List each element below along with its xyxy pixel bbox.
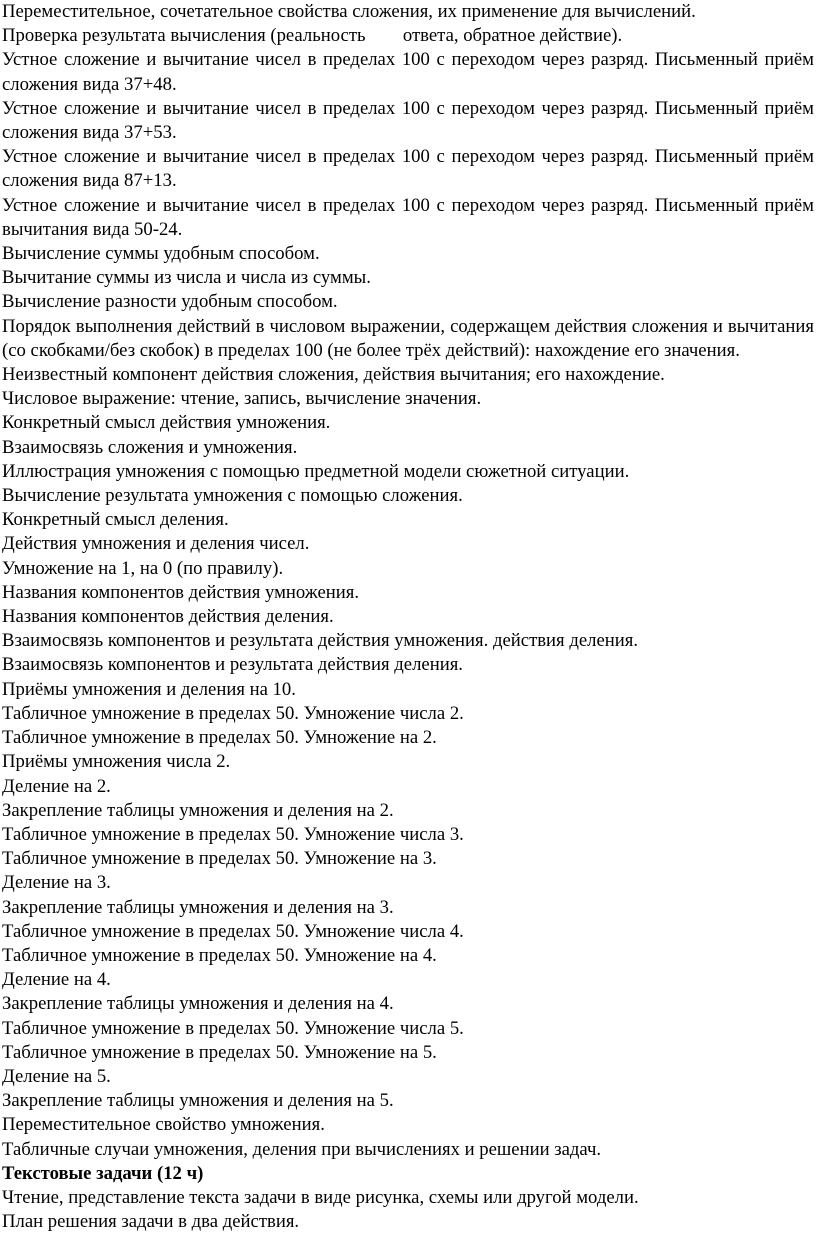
paragraph: Умножение на 1, на 0 (по правилу).	[2, 557, 284, 579]
paragraph: Взаимосвязь компонентов и результата действия умножения. действия деления.	[2, 630, 639, 652]
paragraph: Деление на 2.	[2, 775, 111, 797]
paragraph: Приёмы умножения и деления на 10.	[2, 678, 296, 700]
paragraph: Табличное умножение в пределах 50. Умножение числа 4.	[2, 920, 464, 942]
paragraph: Числовое выражение: чтение, запись, вычисление значения.	[2, 388, 482, 410]
paragraph: Переместительное свойство умножения.	[2, 1114, 325, 1136]
paragraph: Устное сложение и вычитание чисел в пределах 100 с переходом через разряд. Письменный приём вычитания вида 50-24.	[2, 194, 814, 240]
paragraph: Устное сложение и вычитание чисел в пределах 100 с переходом через разряд. Письменный приём сложения вида 87+13.	[2, 146, 814, 192]
paragraph: Закрепление таблицы умножения и деления на 4.	[2, 993, 394, 1015]
paragraph: Табличное умножение в пределах 50. Умножение на 2.	[2, 727, 437, 749]
document-page	[2, 0, 814, 1234]
paragraph: Конкретный смысл действия умножения.	[2, 412, 331, 434]
paragraph: Деление на 5.	[2, 1065, 111, 1087]
paragraph: Неизвестный компонент действия сложения, действия вычитания; его нахождение.	[2, 364, 665, 386]
paragraph: Табличное умножение в пределах 50. Умножение числа 2.	[2, 702, 464, 724]
paragraph: Деление на 3.	[2, 872, 111, 894]
paragraph: Закрепление таблицы умножения и деления на 2.	[2, 799, 394, 821]
section-heading: Текстовые задачи (12 ч)	[2, 1162, 204, 1184]
paragraph: Закрепление таблицы умножения и деления на 3.	[2, 896, 394, 918]
paragraph: Табличные случаи умножения, деления при вычислениях и решении задач.	[2, 1138, 602, 1160]
paragraph: Табличное умножение в пределах 50. Умножение на 3.	[2, 848, 437, 870]
paragraph: Названия компонентов действия умножения.	[2, 581, 360, 603]
paragraph: Переместительное, сочетательное свойства сложения, их применение для вычислений.	[2, 1, 696, 22]
paragraph: Табличное умножение в пределах 50. Умножение числа 5.	[2, 1017, 464, 1039]
paragraph: Порядок выполнения действий в числовом выражении, содержащем действия сложения и вычитания (со скобками/без скобок) в пределах 100 (не более трёх действий): нахождение его значения.	[2, 315, 814, 361]
paragraph: Действия умножения и деления чисел.	[2, 533, 310, 555]
paragraph: Табличное умножение в пределах 50. Умножение числа 3.	[2, 823, 464, 845]
paragraph: План решения задачи в два действия.	[2, 1211, 300, 1233]
paragraph: Устное сложение и вычитание чисел в пределах 100 с переходом через разряд. Письменный приём сложения вида 37+53.	[2, 97, 814, 144]
paragraph: Чтение, представление текста задачи в виде рисунка, схемы или другой модели.	[2, 1186, 639, 1208]
paragraph: Табличное умножение в пределах 50. Умножение на 5.	[2, 1041, 437, 1063]
paragraph: Приёмы умножения числа 2.	[2, 751, 231, 773]
paragraph: Иллюстрация умножения с помощью предметной модели сюжетной ситуации.	[2, 460, 630, 482]
paragraph: Взаимосвязь сложения и умножения.	[2, 436, 298, 458]
paragraph: Вычисление разности удобным способом.	[2, 291, 338, 313]
paragraph: Взаимосвязь компонентов и результата действия деления.	[2, 654, 463, 676]
paragraph: Устное сложение и вычитание чисел в пределах 100 с переходом через разряд. Письменный приём сложения вида 37+48.	[2, 49, 814, 95]
paragraph: Конкретный смысл деления.	[2, 509, 229, 531]
paragraph: Проверка результата вычисления (реальность ответа, обратное действие).	[2, 25, 623, 47]
paragraph: Вычисление суммы удобным способом.	[2, 243, 320, 265]
paragraph: Вычисление результата умножения с помощью сложения.	[2, 485, 463, 507]
paragraph: Деление на 4.	[2, 969, 111, 991]
paragraph: Табличное умножение в пределах 50. Умножение на 4.	[2, 944, 437, 966]
paragraph: Закрепление таблицы умножения и деления на 5.	[2, 1090, 394, 1112]
paragraph: Вычитание суммы из числа и числа из суммы.	[2, 267, 371, 289]
paragraph: Названия компонентов действия деления.	[2, 606, 334, 628]
